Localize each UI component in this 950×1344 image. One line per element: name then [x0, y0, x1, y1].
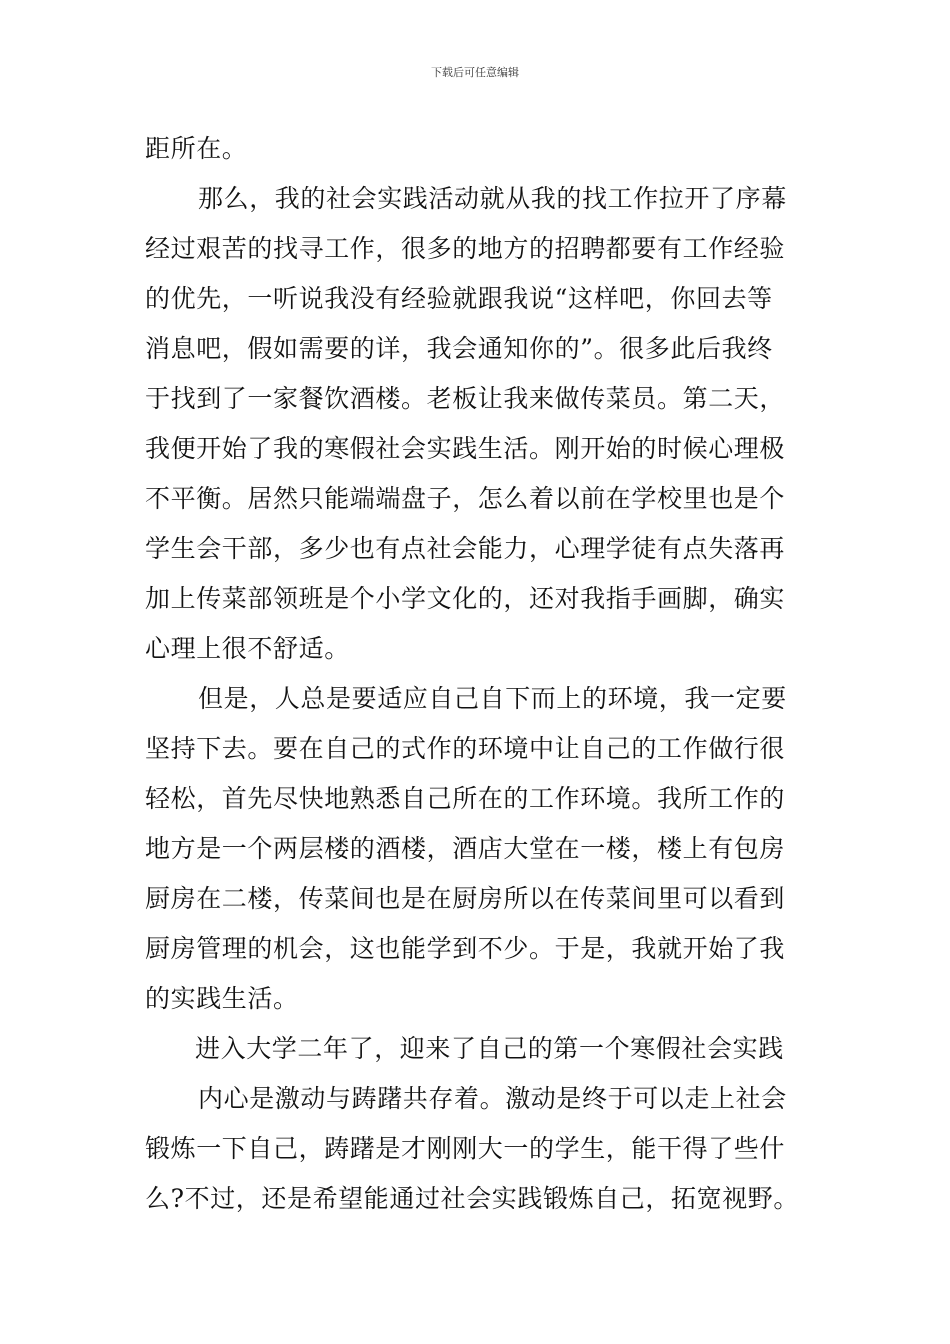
- body-line-22: 么?不过，还是希望能通过社会实践锻炼自己，拓宽视野。: [145, 1184, 800, 1213]
- body-line-3: 经过艰苦的找寻工作，很多的地方的招聘都要有工作经验: [145, 234, 786, 263]
- body-line-13: 坚持下去。要在自己的式作的环境中让自己的工作做行很: [145, 734, 786, 763]
- body-line-2: 那么，我的社会实践活动就从我的找工作拉开了序幕: [198, 184, 787, 213]
- body-line-19: 进入大学二年了，迎来了自己的第一个寒假社会实践: [195, 1034, 784, 1063]
- body-line-8: 不平衡。居然只能端端盘子，怎么着以前在学校里也是个: [145, 484, 786, 513]
- body-line-20: 内心是激动与踌躇共存着。激动是终于可以走上社会: [198, 1084, 787, 1113]
- body-line-12: 但是，人总是要适应自己自下而上的环境，我一定要: [198, 684, 787, 713]
- body-line-16: 厨房在二楼，传菜间也是在厨房所以在传菜间里可以看到: [145, 884, 786, 913]
- body-line-21: 锻炼一下自己，踌躇是才刚刚大一的学生，能干得了些什: [145, 1134, 786, 1163]
- body-line-7: 我便开始了我的寒假社会实践生活。刚开始的时候心理极: [145, 434, 786, 463]
- body-line-14: 轻松，首先尽快地熟悉自己所在的工作环境。我所工作的: [145, 784, 786, 813]
- body-line-4: 的优先，一听说我没有经验就跟我说“这样吧，你回去等: [145, 284, 773, 313]
- body-line-5: 消息吧，假如需要的详，我会通知你的”。很多此后我终: [145, 334, 773, 363]
- body-line-18: 的实践生活。: [145, 984, 299, 1013]
- body-line-15: 地方是一个两层楼的酒楼，酒店大堂在一楼，楼上有包房: [145, 834, 786, 863]
- body-line-17: 厨房管理的机会，这也能学到不少。于是，我就开始了我: [145, 934, 786, 963]
- body-line-9: 学生会干部，多少也有点社会能力，心理学徒有点失落再: [145, 534, 786, 563]
- body-line-6: 于找到了一家餐饮酒楼。老板让我来做传菜员。第二天，: [145, 384, 786, 413]
- body-line-10: 加上传菜部领班是个小学文化的，还对我指手画脚，确实: [145, 584, 786, 613]
- body-line-1: 距所在。: [145, 134, 248, 163]
- body-line-11: 心理上很不舒适。: [145, 634, 350, 663]
- page-header: 下载后可任意编辑: [431, 66, 519, 79]
